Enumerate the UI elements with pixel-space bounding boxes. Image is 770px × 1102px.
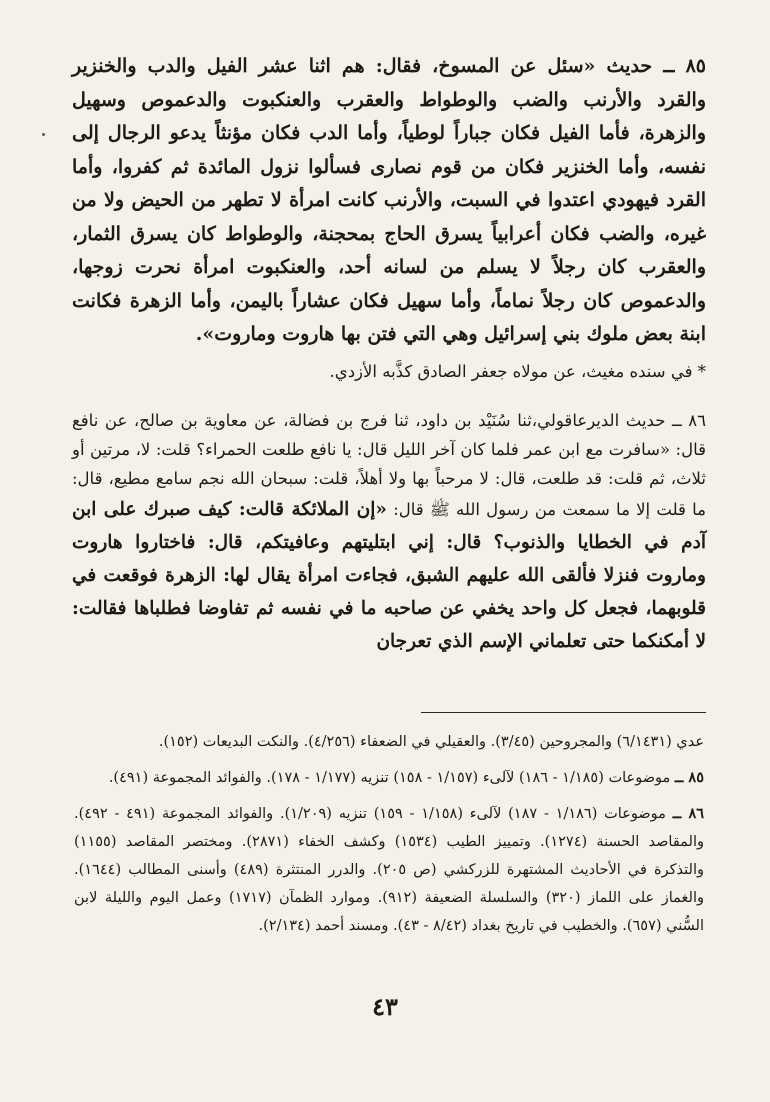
footnote-text: موضوعات (١/١٨٥ - ١٨٦) لآلىء (١/١٥٧ - ١٥٨) تنزيه (١/١٧٧ - ١٧٨). والفوائد المجموعة (٤٩١). (108, 770, 675, 786)
hadith-86-quote: «إن الملائكة قالت: كيف صبرك على ابن آدم في الخطايا والذنوب؟ قال: إني ابتليتهم وعافيتكم، قال: فاختاروا هاروت وماروت فنزلا فألقى الله عليهم الشبق، فجاءت امرأة يقال لها: الزهرة فوقعت في قلوبهما، فجعل كل واحد يخفي عن صاحبه ما في نفسه ثم تفاوضا فطلباها فقالت: لا أمكنكما حتى تعلماني الإسم الذي تعرجان (72, 499, 706, 652)
page-number: ٤٣ (372, 992, 398, 1021)
footnote-text: عدي (٦/١٤٣١) والمجروحين (٣/٤٥). والعقيلي في الضعفاء (٤/٢٥٦). والنكت البديعات (١٥٢). (158, 734, 704, 750)
footnote-86 (74, 800, 704, 940)
hadith-86-chain-text: حديث الديرعاقولي،ثنا سُنَيْد بن داود، ثنا فرج بن فضالة، عن معاوية بن صالح، عن نافع قال: «سافرت مع ابن عمر فلما كان آخر الليل قال: يا نافع طلعت الحمراء؟ قلت: لا، مرتين أو ثلاث، ثم قلت: قد طلعت، قال: لا مرحباً بها ولا أهلاً، قلت: سبحان الله نجم سامع مطيع، قال: ما قلت إلا ما سمعت من رسول الله ﷺ قال: (72, 411, 707, 519)
footnotes (74, 728, 704, 948)
hadith-86-number: ٨٦ ــ (672, 411, 706, 430)
hadith-85-paragraph (72, 50, 706, 352)
footnote-85 (74, 764, 704, 792)
footnote-separator (421, 712, 706, 713)
hadith-86-paragraph (72, 406, 706, 658)
footnote-text: موضوعات (١/١٨٦ - ١٨٧) لآلىء (١/١٥٨ - ١٥٩) تنزيه (١/٢٠٩). والفوائد المجموعة (٤٩١ - ٤٩٢). والمقاصد الحسنة (١٢٧٤). وتمييز الطيب (١٥٣٤) وكشف الخفاء (٢٨٧١). ومختصر المقاصد (١١٥٥) والتذكرة في الأحاديث المشتهرة للزركشي (ص ٢٠٥). والدرر المنتثرة (٤٨٩) وأسنى المطالب (١٦٤٤). والغماز على اللماز (٣٢٠) والسلسلة الضعيفة (٩١٢). وموارد الظمآن (١٧١٧) وعمل اليوم والليلة لابن السُّني (٦٥٧). والخطيب في تاريخ بغداد (٨/٤٢ - ٤٣). ومسند أحمد (٢/١٣٤). (74, 806, 705, 934)
footnote-number: ٨٦ ــ (672, 805, 705, 822)
narrator-note-text: * في سنده مغيث، عن مولاه جعفر الصادق كذَّبه الأزدي. (329, 362, 706, 381)
narrator-note (72, 358, 706, 386)
hadith-85-text: حديث «سئل عن المسوخ، فقال: هم اثنا عشر الفيل والدب والخنزير والقرد والأرنب والضب والوطواط والعقرب والعنكبوت والدعموص وسهيل والزهرة، فأما الفيل فكان جباراً لوطياً، وأما الدب فكان مؤنثاً يدعو الرجال إلى نفسه، وأما الخنزير فكان من قوم نصارى فسألوا نزول المائدة ثم كفروا، وأما القرد فيهودي اعتدوا في السبت، والأرنب كانت امرأة لا تطهر من الحيض ولا من غيره، والضب فكان أعرابياً يسرق الحاج بمحجنة، والوطواط كان يسرق الثمار، والعقرب كان رجلاً لا يسلم من لسانه أحد، والعنكبوت امرأة نحرت زوجها، والدعموص كان رجلاً نماماً، وأما سهيل فكان عشاراً باليمن، وأما الزهرة فكانت ابنة بعض ملوك بني إسرائيل وهي التي فتن بها هاروت وماروت». (72, 55, 706, 345)
hadith-85-number: ٨٥ ــ (663, 55, 707, 77)
footnote-continuation (74, 728, 704, 756)
footnote-number: ٨٥ ــ (674, 769, 704, 786)
scan-speck (42, 133, 45, 136)
